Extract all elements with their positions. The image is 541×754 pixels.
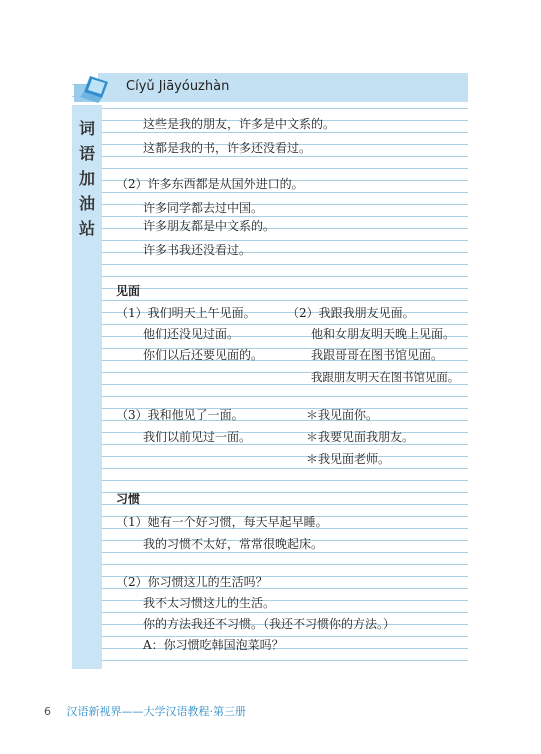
- example-line: （2）许多东西都是从国外进口的。: [116, 177, 304, 191]
- example-line: A：你习惯吃韩国泡菜吗？: [143, 638, 284, 652]
- example-line: 我不太习惯这儿的生活。: [143, 596, 276, 610]
- laptop-logo-icon: [72, 72, 112, 106]
- example-line: （2）你习惯这儿的生活吗？: [116, 575, 268, 589]
- book-title: 汉语新视界——大学汉语教程·第三册: [66, 705, 246, 718]
- example-line: （2）我跟我朋友见面。: [287, 306, 415, 320]
- example-line: 你的方法我还不习惯。（我还不习惯你的方法。）: [143, 617, 396, 631]
- example-line: 我们以前见过一面。: [143, 430, 252, 444]
- incorrect-example-line: ＊我见面老师。: [306, 452, 391, 466]
- example-line: 我跟哥哥在图书馆见面。: [311, 348, 444, 362]
- side-title-char: 油: [78, 194, 95, 213]
- example-line: （1）她有一个好习惯，每天早起早睡。: [116, 515, 328, 529]
- example-line: 许多书我还没看过。: [143, 243, 252, 257]
- example-line: 这都是我的书，许多还没看过。: [143, 141, 312, 155]
- header-title: Cíyǔ Jiāyóuzhàn: [126, 79, 230, 94]
- side-title-char: 语: [78, 144, 95, 163]
- example-line: 我跟朋友明天在图书馆见面。: [311, 370, 460, 384]
- section-heading-xiguan: 习惯: [116, 492, 141, 506]
- side-title: [72, 116, 102, 241]
- page-footer: [44, 703, 246, 719]
- example-line: 他们还没见过面。: [143, 327, 240, 341]
- side-title-char: 加: [78, 169, 95, 188]
- incorrect-example-line: ＊我见面你。: [306, 408, 379, 422]
- example-line: 许多同学都去过中国。: [143, 201, 264, 215]
- side-title-char: 词: [78, 119, 95, 138]
- example-line: （3）我和他见了一面。: [116, 408, 244, 422]
- section-heading-jianmian: 见面: [116, 284, 141, 298]
- example-line: 我的习惯不太好，常常很晚起床。: [143, 537, 324, 551]
- example-line: 他和女朋友明天晚上见面。: [311, 327, 456, 341]
- example-line: 许多朋友都是中文系的。: [143, 219, 276, 233]
- example-line: 这些是我的朋友，许多是中文系的。: [143, 117, 336, 131]
- example-line: 你们以后还要见面的。: [143, 348, 264, 362]
- page-number: 6: [44, 705, 51, 718]
- side-title-char: 站: [78, 219, 95, 238]
- example-line: （1）我们明天上午见面。: [116, 306, 256, 320]
- incorrect-example-line: ＊我要见面我朋友。: [306, 430, 415, 444]
